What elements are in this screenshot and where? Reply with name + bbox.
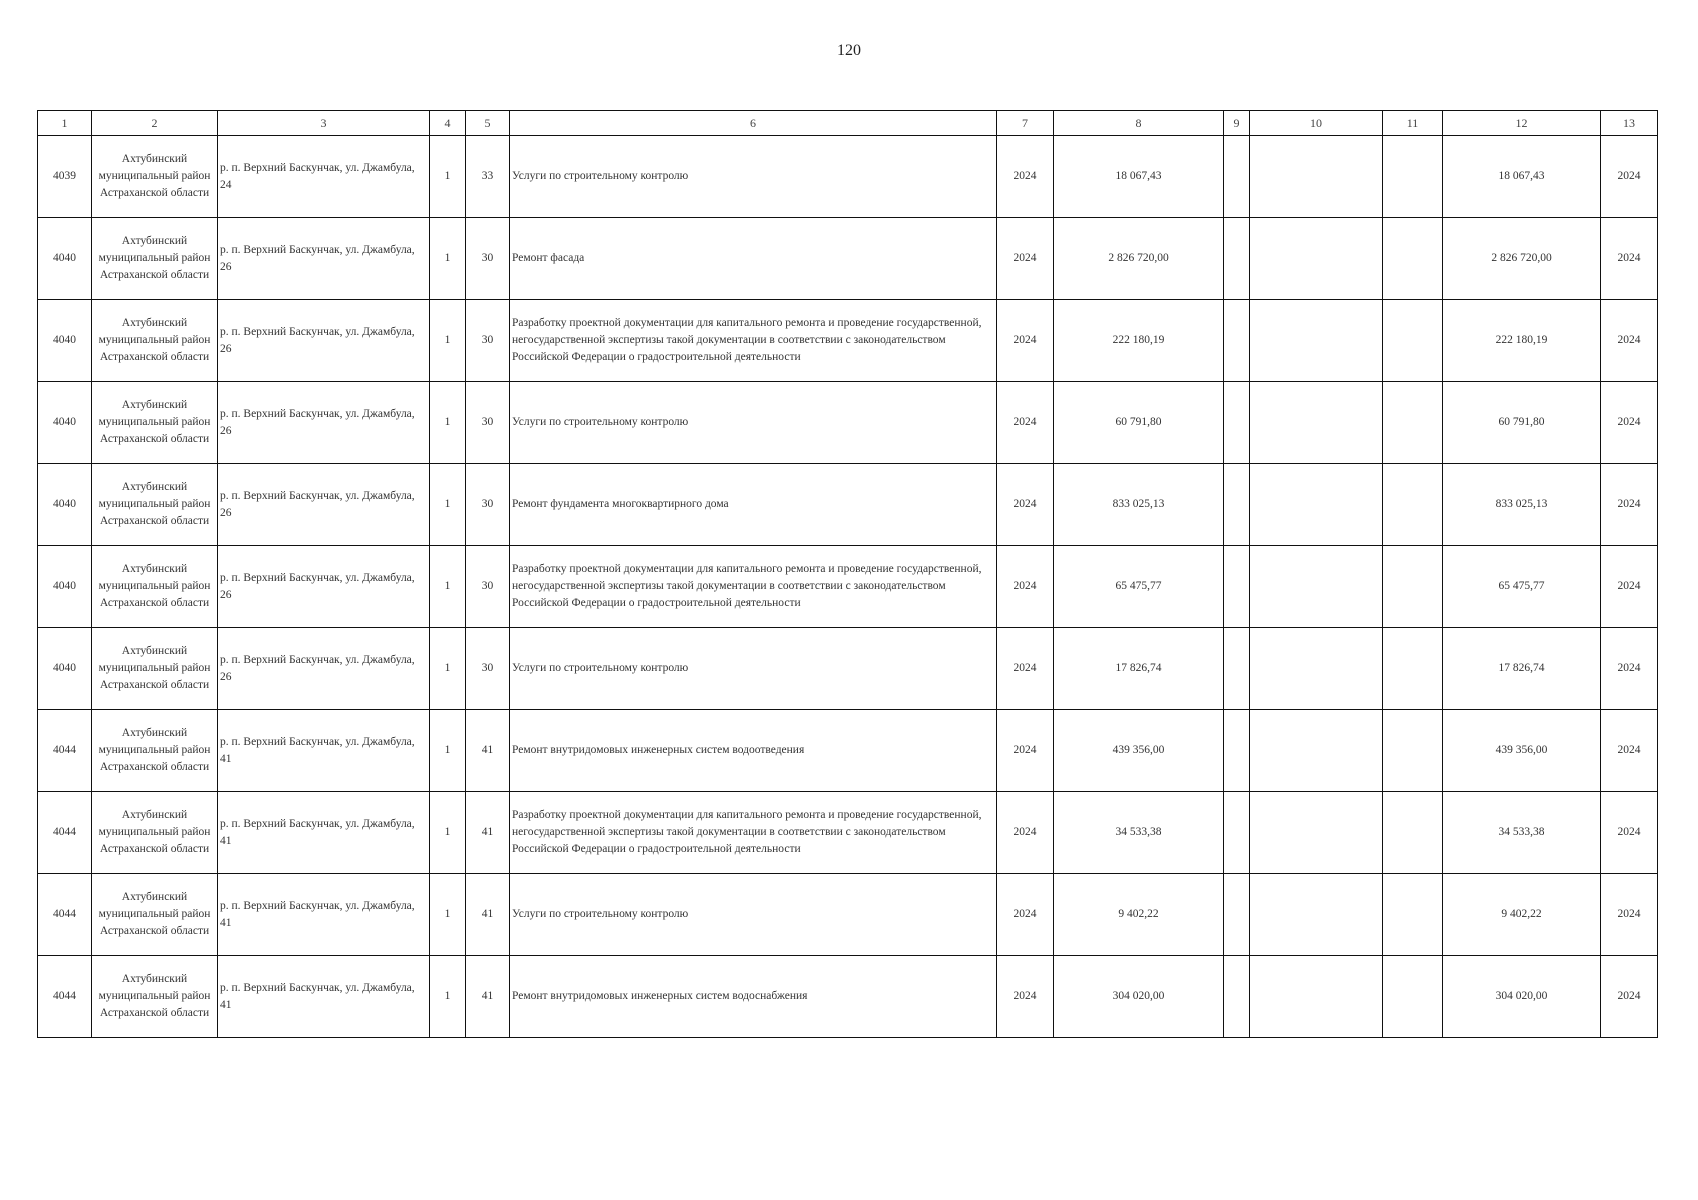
cell-total-cost: 18 067,43 <box>1054 136 1224 218</box>
cell-completion-year: 2024 <box>1601 956 1658 1038</box>
table-header <box>38 111 1658 136</box>
cell-work-type: Разработку проектной документации для капитального ремонта и проведение государственной, негосударственной экспертизы такой документации в соответствии с законодательством Российской Федерации о градостроительной деятельности <box>510 546 997 628</box>
cell-address: р. п. Верхний Баскунчак, ул. Джамбула, 26 <box>218 218 430 300</box>
cell-work-type: Ремонт фундамента многоквартирного дома <box>510 464 997 546</box>
cell-work-type: Услуги по строительному контролю <box>510 136 997 218</box>
cell-completion-year: 2024 <box>1601 300 1658 382</box>
cell-register-number: 4040 <box>38 218 92 300</box>
cell-col-5: 41 <box>466 710 510 792</box>
cell-completion-year: 2024 <box>1601 546 1658 628</box>
cell-completion-year: 2024 <box>1601 464 1658 546</box>
cell-col-9 <box>1224 956 1250 1038</box>
cell-year: 2024 <box>997 382 1054 464</box>
cell-col-10 <box>1250 218 1383 300</box>
cell-col-10 <box>1250 300 1383 382</box>
cell-col-11 <box>1383 956 1443 1038</box>
cell-col-11 <box>1383 300 1443 382</box>
cell-year: 2024 <box>997 956 1054 1038</box>
cell-col-5: 30 <box>466 218 510 300</box>
cell-fund-cost: 439 356,00 <box>1443 710 1601 792</box>
cell-col-4: 1 <box>430 546 466 628</box>
cell-municipality: Ахтубинский муниципальный район Астраханской области <box>92 792 218 874</box>
cell-fund-cost: 65 475,77 <box>1443 546 1601 628</box>
cell-work-type: Ремонт внутридомовых инженерных систем водоотведения <box>510 710 997 792</box>
column-header-8: 8 <box>1054 111 1224 136</box>
cell-work-type: Услуги по строительному контролю <box>510 874 997 956</box>
table-row <box>38 792 1658 874</box>
cell-total-cost: 833 025,13 <box>1054 464 1224 546</box>
cell-col-5: 41 <box>466 874 510 956</box>
cell-total-cost: 17 826,74 <box>1054 628 1224 710</box>
cell-total-cost: 34 533,38 <box>1054 792 1224 874</box>
cell-address: р. п. Верхний Баскунчак, ул. Джамбула, 41 <box>218 710 430 792</box>
table-row <box>38 710 1658 792</box>
cell-col-9 <box>1224 218 1250 300</box>
cell-address: р. п. Верхний Баскунчак, ул. Джамбула, 26 <box>218 464 430 546</box>
cell-col-10 <box>1250 628 1383 710</box>
cell-col-5: 30 <box>466 464 510 546</box>
cell-register-number: 4044 <box>38 792 92 874</box>
column-header-13: 13 <box>1601 111 1658 136</box>
cell-year: 2024 <box>997 710 1054 792</box>
cell-fund-cost: 222 180,19 <box>1443 300 1601 382</box>
cell-col-11 <box>1383 710 1443 792</box>
cell-register-number: 4044 <box>38 956 92 1038</box>
column-header-10: 10 <box>1250 111 1383 136</box>
cell-col-4: 1 <box>430 956 466 1038</box>
cell-completion-year: 2024 <box>1601 710 1658 792</box>
column-header-11: 11 <box>1383 111 1443 136</box>
cell-col-11 <box>1383 546 1443 628</box>
cell-fund-cost: 304 020,00 <box>1443 956 1601 1038</box>
column-header-6: 6 <box>510 111 997 136</box>
cell-register-number: 4040 <box>38 546 92 628</box>
column-header-2: 2 <box>92 111 218 136</box>
cell-year: 2024 <box>997 218 1054 300</box>
cell-col-10 <box>1250 546 1383 628</box>
cell-col-10 <box>1250 710 1383 792</box>
cell-completion-year: 2024 <box>1601 628 1658 710</box>
cell-col-9 <box>1224 792 1250 874</box>
cell-total-cost: 304 020,00 <box>1054 956 1224 1038</box>
cell-address: р. п. Верхний Баскунчак, ул. Джамбула, 26 <box>218 628 430 710</box>
cell-fund-cost: 17 826,74 <box>1443 628 1601 710</box>
cell-col-4: 1 <box>430 382 466 464</box>
cell-col-5: 30 <box>466 546 510 628</box>
cell-municipality: Ахтубинский муниципальный район Астраханской области <box>92 874 218 956</box>
cell-fund-cost: 9 402,22 <box>1443 874 1601 956</box>
cell-year: 2024 <box>997 874 1054 956</box>
cell-col-4: 1 <box>430 710 466 792</box>
table-row <box>38 956 1658 1038</box>
cell-work-type: Разработку проектной документации для капитального ремонта и проведение государственной, негосударственной экспертизы такой документации в соответствии с законодательством Российской Федерации о градостроительной деятельности <box>510 300 997 382</box>
column-header-1: 1 <box>38 111 92 136</box>
cell-register-number: 4040 <box>38 382 92 464</box>
table-body <box>38 136 1658 1038</box>
cell-completion-year: 2024 <box>1601 218 1658 300</box>
cell-fund-cost: 833 025,13 <box>1443 464 1601 546</box>
cell-col-11 <box>1383 382 1443 464</box>
cell-col-9 <box>1224 382 1250 464</box>
cell-col-11 <box>1383 136 1443 218</box>
cell-work-type: Разработку проектной документации для капитального ремонта и проведение государственной, негосударственной экспертизы такой документации в соответствии с законодательством Российской Федерации о градостроительной деятельности <box>510 792 997 874</box>
cell-register-number: 4040 <box>38 628 92 710</box>
cell-address: р. п. Верхний Баскунчак, ул. Джамбула, 26 <box>218 382 430 464</box>
cell-total-cost: 2 826 720,00 <box>1054 218 1224 300</box>
cell-col-4: 1 <box>430 792 466 874</box>
cell-fund-cost: 18 067,43 <box>1443 136 1601 218</box>
cell-col-9 <box>1224 546 1250 628</box>
table-row <box>38 218 1658 300</box>
cell-completion-year: 2024 <box>1601 792 1658 874</box>
cell-municipality: Ахтубинский муниципальный район Астраханской области <box>92 710 218 792</box>
cell-completion-year: 2024 <box>1601 382 1658 464</box>
cell-col-10 <box>1250 382 1383 464</box>
cell-col-11 <box>1383 464 1443 546</box>
cell-register-number: 4039 <box>38 136 92 218</box>
cell-total-cost: 60 791,80 <box>1054 382 1224 464</box>
cell-col-9 <box>1224 300 1250 382</box>
cell-fund-cost: 2 826 720,00 <box>1443 218 1601 300</box>
table-row <box>38 382 1658 464</box>
cell-col-10 <box>1250 136 1383 218</box>
cell-fund-cost: 60 791,80 <box>1443 382 1601 464</box>
page-number: 120 <box>837 42 861 59</box>
table-row <box>38 300 1658 382</box>
column-header-9: 9 <box>1224 111 1250 136</box>
cell-address: р. п. Верхний Баскунчак, ул. Джамбула, 41 <box>218 792 430 874</box>
cell-address: р. п. Верхний Баскунчак, ул. Джамбула, 24 <box>218 136 430 218</box>
cell-col-9 <box>1224 628 1250 710</box>
cell-total-cost: 9 402,22 <box>1054 874 1224 956</box>
header-row <box>38 111 1658 136</box>
cell-col-4: 1 <box>430 874 466 956</box>
cell-completion-year: 2024 <box>1601 874 1658 956</box>
cell-col-4: 1 <box>430 136 466 218</box>
column-header-4: 4 <box>430 111 466 136</box>
cell-col-5: 41 <box>466 792 510 874</box>
cell-col-5: 30 <box>466 628 510 710</box>
table-row <box>38 136 1658 218</box>
cell-col-9 <box>1224 136 1250 218</box>
cell-col-11 <box>1383 874 1443 956</box>
cell-address: р. п. Верхний Баскунчак, ул. Джамбула, 26 <box>218 300 430 382</box>
cell-col-9 <box>1224 874 1250 956</box>
column-header-5: 5 <box>466 111 510 136</box>
cell-col-11 <box>1383 792 1443 874</box>
cell-completion-year: 2024 <box>1601 136 1658 218</box>
table-row <box>38 464 1658 546</box>
cell-work-type: Услуги по строительному контролю <box>510 628 997 710</box>
cell-col-4: 1 <box>430 464 466 546</box>
column-header-3: 3 <box>218 111 430 136</box>
cell-col-4: 1 <box>430 218 466 300</box>
cell-address: р. п. Верхний Баскунчак, ул. Джамбула, 26 <box>218 546 430 628</box>
column-header-7: 7 <box>997 111 1054 136</box>
cell-municipality: Ахтубинский муниципальный район Астраханской области <box>92 218 218 300</box>
cell-col-10 <box>1250 874 1383 956</box>
cell-work-type: Ремонт фасада <box>510 218 997 300</box>
capital-repair-table <box>37 110 1658 1038</box>
cell-work-type: Услуги по строительному контролю <box>510 382 997 464</box>
cell-col-10 <box>1250 956 1383 1038</box>
cell-col-4: 1 <box>430 300 466 382</box>
cell-year: 2024 <box>997 136 1054 218</box>
cell-year: 2024 <box>997 464 1054 546</box>
cell-col-11 <box>1383 628 1443 710</box>
cell-year: 2024 <box>997 546 1054 628</box>
cell-col-9 <box>1224 710 1250 792</box>
cell-register-number: 4040 <box>38 300 92 382</box>
cell-municipality: Ахтубинский муниципальный район Астраханской области <box>92 628 218 710</box>
cell-register-number: 4044 <box>38 710 92 792</box>
cell-col-5: 30 <box>466 382 510 464</box>
cell-register-number: 4044 <box>38 874 92 956</box>
cell-municipality: Ахтубинский муниципальный район Астраханской области <box>92 956 218 1038</box>
table-row <box>38 546 1658 628</box>
cell-municipality: Ахтубинский муниципальный район Астраханской области <box>92 382 218 464</box>
column-header-12: 12 <box>1443 111 1601 136</box>
cell-total-cost: 222 180,19 <box>1054 300 1224 382</box>
cell-col-10 <box>1250 792 1383 874</box>
cell-municipality: Ахтубинский муниципальный район Астраханской области <box>92 464 218 546</box>
table-row <box>38 874 1658 956</box>
cell-col-10 <box>1250 464 1383 546</box>
cell-year: 2024 <box>997 300 1054 382</box>
cell-municipality: Ахтубинский муниципальный район Астраханской области <box>92 546 218 628</box>
cell-municipality: Ахтубинский муниципальный район Астраханской области <box>92 136 218 218</box>
cell-address: р. п. Верхний Баскунчак, ул. Джамбула, 41 <box>218 874 430 956</box>
cell-total-cost: 65 475,77 <box>1054 546 1224 628</box>
cell-total-cost: 439 356,00 <box>1054 710 1224 792</box>
cell-work-type: Ремонт внутридомовых инженерных систем водоснабжения <box>510 956 997 1038</box>
cell-fund-cost: 34 533,38 <box>1443 792 1601 874</box>
cell-col-5: 30 <box>466 300 510 382</box>
cell-register-number: 4040 <box>38 464 92 546</box>
cell-col-5: 33 <box>466 136 510 218</box>
table-row <box>38 628 1658 710</box>
cell-col-5: 41 <box>466 956 510 1038</box>
cell-year: 2024 <box>997 628 1054 710</box>
cell-address: р. п. Верхний Баскунчак, ул. Джамбула, 41 <box>218 956 430 1038</box>
cell-year: 2024 <box>997 792 1054 874</box>
cell-col-4: 1 <box>430 628 466 710</box>
cell-municipality: Ахтубинский муниципальный район Астраханской области <box>92 300 218 382</box>
cell-col-11 <box>1383 218 1443 300</box>
cell-col-9 <box>1224 464 1250 546</box>
